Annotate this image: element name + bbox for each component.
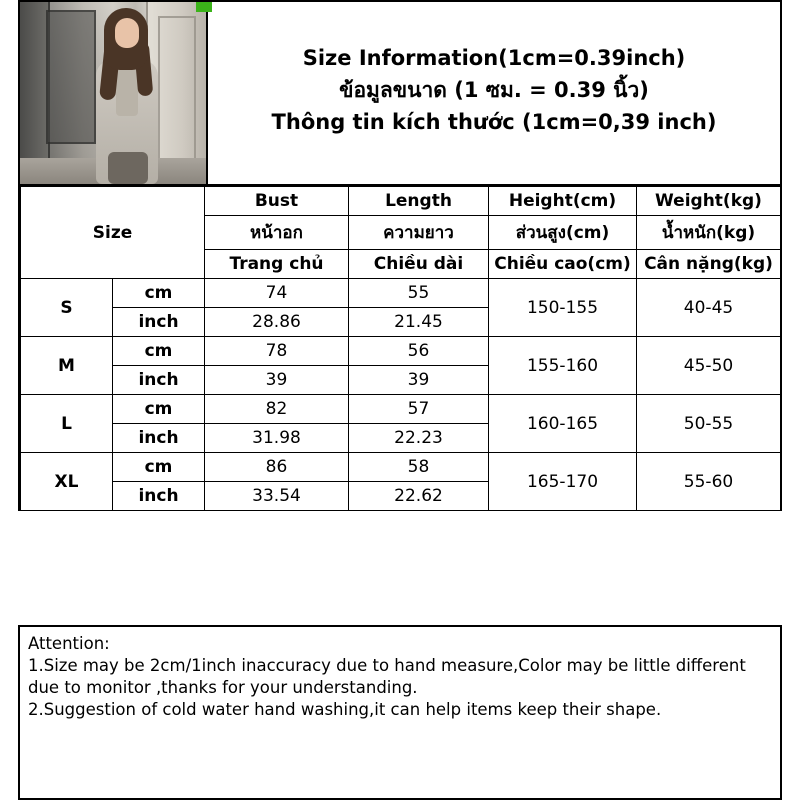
title-line-th: ข้อมูลขนาด (1 ซม. = 0.39 นิ้ว) — [339, 78, 649, 103]
row-unit-cm-xl: cm — [113, 453, 205, 482]
row-unit-inch-xl: inch — [113, 482, 205, 511]
row-length-inch-xl: 22.62 — [349, 482, 489, 511]
row-height-m: 155-160 — [489, 337, 637, 395]
header-size-cell: Size — [21, 187, 205, 279]
row-size-s: S — [21, 279, 113, 337]
attention-title: Attention: — [28, 634, 110, 653]
row-bust-cm-xl: 86 — [205, 453, 349, 482]
row-height-s: 150-155 — [489, 279, 637, 337]
photo-model-inner-top — [116, 64, 138, 116]
row-unit-cm-s: cm — [113, 279, 205, 308]
photo-model-face — [115, 18, 139, 48]
header-bust-vi: Trang chủ — [205, 250, 349, 279]
table-header-row-en — [21, 187, 781, 216]
size-chart-container — [18, 0, 782, 511]
header-bust-en: Bust — [205, 187, 349, 216]
header-height-vi: Chiều cao(cm) — [489, 250, 637, 279]
header-weight-en: Weight(kg) — [637, 187, 781, 216]
header-length-th: ความยาว — [349, 216, 489, 250]
title-line-en: Size Information(1cm=0.39inch) — [302, 46, 686, 71]
row-size-xl: XL — [21, 453, 113, 511]
row-bust-inch-xl: 33.54 — [205, 482, 349, 511]
chart-header — [20, 2, 780, 186]
row-length-inch-l: 22.23 — [349, 424, 489, 453]
row-weight-m: 45-50 — [637, 337, 781, 395]
row-unit-inch-m: inch — [113, 366, 205, 395]
row-length-inch-m: 39 — [349, 366, 489, 395]
size-table — [20, 186, 781, 511]
photo-wall-panel — [46, 10, 96, 144]
row-size-l: L — [21, 395, 113, 453]
row-unit-inch-s: inch — [113, 308, 205, 337]
attention-line-3: 2.Suggestion of cold water hand washing,it can help items keep their shape. — [28, 699, 662, 719]
attention-block — [18, 625, 782, 800]
photo-model-legs — [108, 152, 148, 184]
row-bust-cm-l: 82 — [205, 395, 349, 424]
row-bust-inch-l: 31.98 — [205, 424, 349, 453]
header-weight-th: น้ำหนัก(kg) — [637, 216, 781, 250]
row-size-m: M — [21, 337, 113, 395]
header-length-en: Length — [349, 187, 489, 216]
table-row — [21, 395, 781, 424]
row-unit-inch-l: inch — [113, 424, 205, 453]
row-weight-s: 40-45 — [637, 279, 781, 337]
attention-line-2: due to monitor ,thanks for your understanding. — [28, 677, 418, 697]
header-height-en: Height(cm) — [489, 187, 637, 216]
row-length-cm-xl: 58 — [349, 453, 489, 482]
row-bust-cm-s: 74 — [205, 279, 349, 308]
row-length-inch-s: 21.45 — [349, 308, 489, 337]
table-row — [21, 279, 781, 308]
green-marker-badge — [196, 2, 212, 12]
header-bust-th: หน้าอก — [205, 216, 349, 250]
row-bust-cm-m: 78 — [205, 337, 349, 366]
row-height-l: 160-165 — [489, 395, 637, 453]
chart-title-block — [208, 2, 780, 184]
product-photo — [20, 2, 208, 184]
product-photo-image — [20, 2, 206, 184]
table-row — [21, 453, 781, 482]
row-bust-inch-s: 28.86 — [205, 308, 349, 337]
row-unit-cm-m: cm — [113, 337, 205, 366]
table-row — [21, 337, 781, 366]
row-weight-l: 50-55 — [637, 395, 781, 453]
row-length-cm-m: 56 — [349, 337, 489, 366]
row-length-cm-l: 57 — [349, 395, 489, 424]
row-weight-xl: 55-60 — [637, 453, 781, 511]
row-unit-cm-l: cm — [113, 395, 205, 424]
header-length-vi: Chiều dài — [349, 250, 489, 279]
attention-line-1: 1.Size may be 2cm/1inch inaccuracy due to hand measure,Color may be little different — [28, 655, 746, 675]
row-length-cm-s: 55 — [349, 279, 489, 308]
row-bust-inch-m: 39 — [205, 366, 349, 395]
header-weight-vi: Cân nặng(kg) — [637, 250, 781, 279]
header-height-th: ส่วนสูง(cm) — [489, 216, 637, 250]
row-height-xl: 165-170 — [489, 453, 637, 511]
title-line-vi: Thông tin kích thước (1cm=0,39 inch) — [271, 109, 717, 134]
